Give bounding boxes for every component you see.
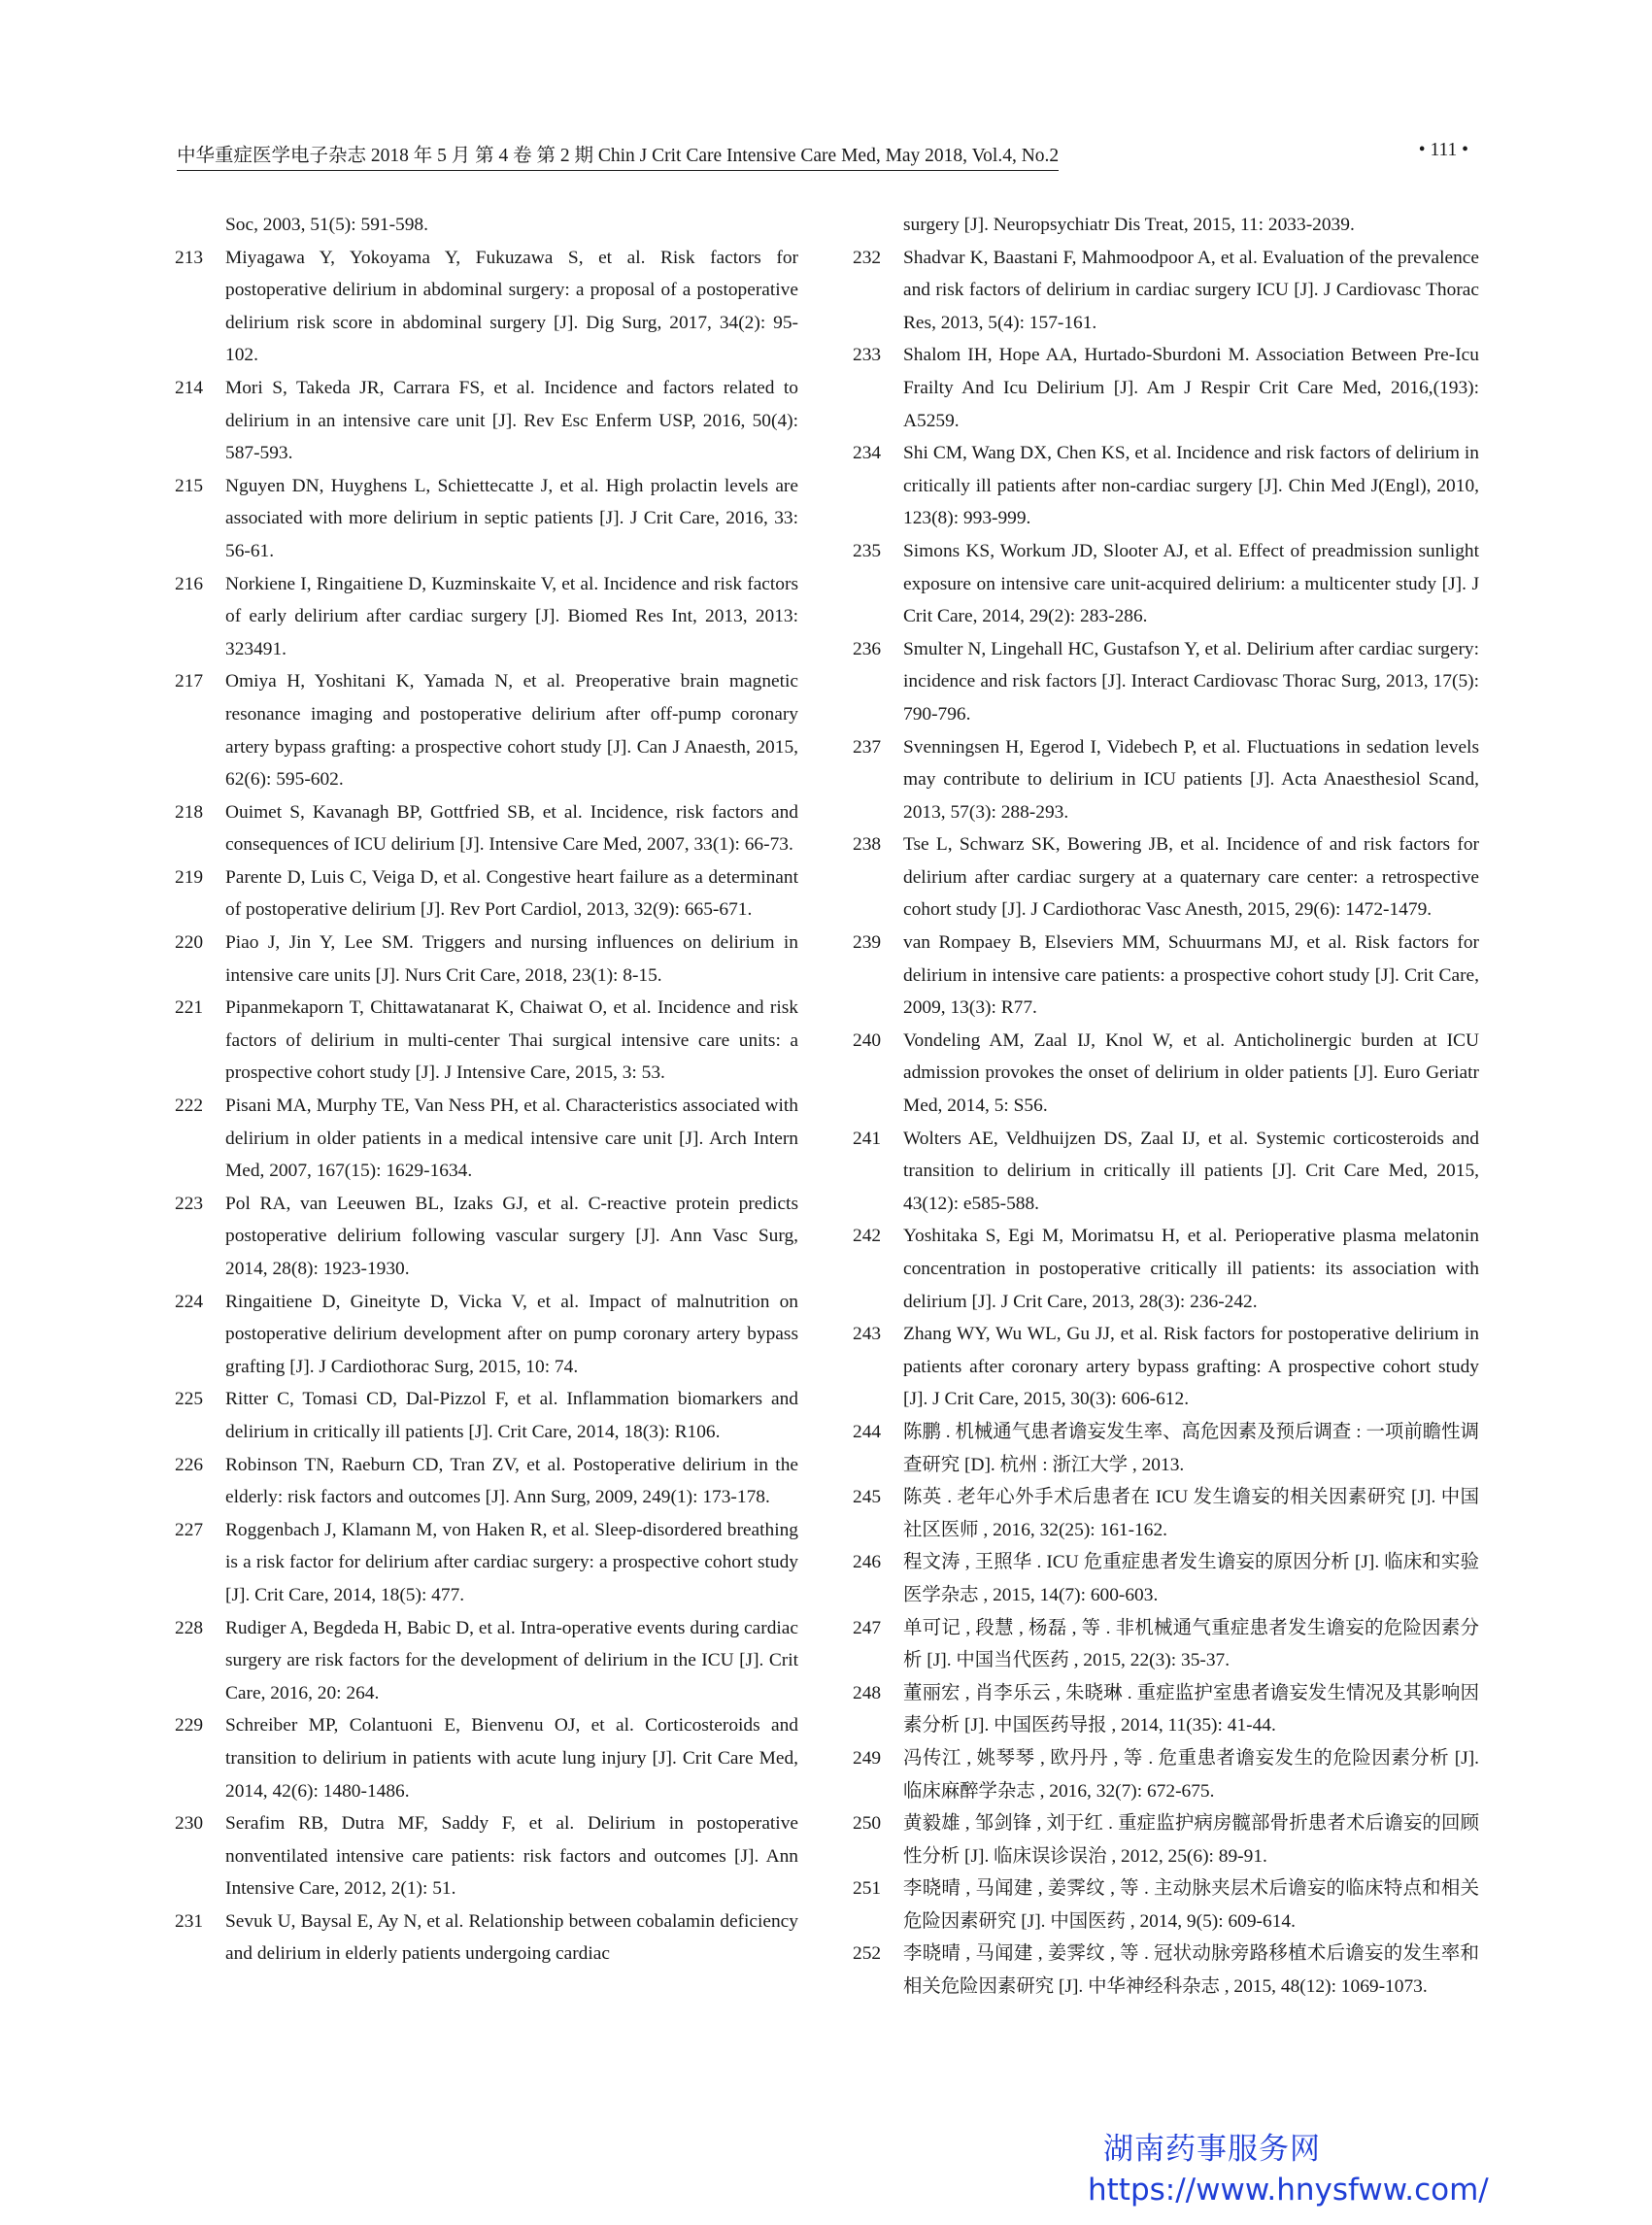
reference-number: 237: [853, 736, 882, 758]
reference-item: [853, 1318, 1479, 1416]
reference-item: [853, 1123, 1479, 1221]
reference-number: 224: [175, 1291, 204, 1312]
reference-number: 213: [175, 247, 204, 268]
reference-item: [175, 1612, 798, 1710]
reference-text: Miyagawa Y, Yokoyama Y, Fukuzawa S, et al. Risk factors for postoperative delirium in abdominal surgery: a proposal of a postoperative delirium risk score in abdominal surgery [J]. Dig Surg, 2017, 34(2): 95-102.: [225, 247, 798, 366]
reference-number: 247: [853, 1617, 882, 1638]
reference-item: [853, 828, 1479, 927]
reference-text: Tse L, Schwarz SK, Bowering JB, et al. Incidence of and risk factors for delirium after cardiac surgery at a quaternary care center: a retrospective cohort study [J]. J Cardiothorac Vasc Anesth, 2015, 29(6): 1472-1479.: [903, 834, 1479, 921]
reference-number: 246: [853, 1552, 882, 1573]
reference-number: 238: [853, 834, 882, 856]
reference-item: [853, 1546, 1479, 1611]
reference-text: 程文涛 , 王照华 . ICU 危重症患者发生谵妄的原因分析 [J]. 临床和实验医学杂志 , 2015, 14(7): 600-603.: [903, 1552, 1479, 1605]
reference-item: [175, 1905, 798, 1971]
reference-number: 250: [853, 1813, 882, 1835]
watermark-title: 湖南药事服务网: [1103, 2132, 1321, 2167]
reference-text: 陈英 . 老年心外手术后患者在 ICU 发生谵妄的相关因素研究 [J]. 中国社区医师 , 2016, 32(25): 161-162.: [903, 1487, 1479, 1540]
references-right-column: [853, 209, 1479, 2004]
reference-number: 228: [175, 1617, 204, 1638]
reference-item: [175, 372, 798, 470]
reference-text: Zhang WY, Wu WL, Gu JJ, et al. Risk factors for postoperative delirium in patients after coronary artery bypass grafting: A prospective cohort study [J]. J Crit Care, 2015, 30(3): 606-612.: [903, 1324, 1479, 1410]
reference-item: [175, 242, 798, 372]
page-number: • 111 •: [1418, 140, 1468, 160]
reference-number: 217: [175, 671, 204, 692]
reference-item: [853, 1938, 1479, 2003]
reference-number: 245: [853, 1487, 882, 1508]
reference-number: 221: [175, 997, 204, 1019]
reference-number: 235: [853, 540, 882, 561]
reference-item: [175, 992, 798, 1090]
reference-item: [175, 568, 798, 666]
reference-text: 李晓晴 , 马闻建 , 姜霁纹 , 等 . 主动脉夹层术后谵妄的临床特点和相关危险因素研究 [J]. 中国医药 , 2014, 9(5): 609-614.: [903, 1878, 1479, 1932]
reference-text: Rudiger A, Begdeda H, Babic D, et al. Intra-operative events during cardiac surgery are risk factors for the development of delirium in the ICU [J]. Crit Care, 2016, 20: 264.: [225, 1617, 798, 1703]
reference-item: [175, 927, 798, 992]
reference-item: [175, 861, 798, 927]
reference-number: 233: [853, 345, 882, 366]
reference-item: [853, 339, 1479, 437]
reference-item: [175, 796, 798, 861]
reference-number: 219: [175, 866, 204, 888]
reference-text: Svenningsen H, Egerod I, Videbech P, et al. Fluctuations in sedation levels may contribute to delirium in ICU patients [J]. Acta Anaesthesiol Scand, 2013, 57(3): 288-293.: [903, 736, 1479, 823]
reference-text: Smulter N, Lingehall HC, Gustafson Y, et al. Delirium after cardiac surgery: incidence and risk factors [J]. Interact Cardiovasc Thorac Surg, 2013, 17(5): 790-796.: [903, 638, 1479, 725]
reference-number: 218: [175, 801, 204, 823]
reference-item: [853, 1742, 1479, 1807]
reference-number: 229: [175, 1715, 204, 1736]
reference-number: 248: [853, 1682, 882, 1703]
reference-item: [853, 731, 1479, 829]
reference-text: Vondeling AM, Zaal IJ, Knol W, et al. Anticholinergic burden at ICU admission provokes the onset of delirium in older patients [J]. Euro Geriatr Med, 2014, 5: S56.: [903, 1029, 1479, 1117]
reference-item: [175, 1709, 798, 1807]
reference-item: [853, 1416, 1479, 1481]
reference-number: 252: [853, 1943, 882, 1965]
journal-citation: 中华重症医学电子杂志 2018 年 5 月 第 4 卷 第 2 期 Chin J Crit Care Intensive Care Med, May 2018, Vol.4, No.2: [177, 140, 1059, 171]
reference-item: [853, 1807, 1479, 1872]
reference-number: 222: [175, 1096, 204, 1117]
watermark: [1088, 2129, 1515, 2210]
reference-number: 227: [175, 1519, 204, 1540]
reference-text: Piao J, Jin Y, Lee SM. Triggers and nursing influences on delirium in intensive care units [J]. Nurs Crit Care, 2018, 23(1): 8-15.: [225, 932, 798, 986]
reference-item: [175, 1807, 798, 1905]
reference-text: Robinson TN, Raeburn CD, Tran ZV, et al. Postoperative delirium in the elderly: risk factors and outcomes [J]. Ann Surg, 2009, 249(1): 173-178.: [225, 1454, 798, 1508]
reference-item: [175, 1514, 798, 1612]
reference-text: Ringaitiene D, Gineityte D, Vicka V, et al. Impact of malnutrition on postoperative delirium development after on pump coronary artery bypass grafting [J]. J Cardiothorac Surg, 2015, 10: 74.: [225, 1291, 798, 1377]
reference-text: Serafim RB, Dutra MF, Saddy F, et al. Delirium in postoperative nonventilated intensive care patients: risk factors and outcomes [J]. Ann Intensive Care, 2012, 2(1): 51.: [225, 1813, 798, 1900]
reference-text: Yoshitaka S, Egi M, Morimatsu H, et al. Perioperative plasma melatonin concentration in postoperative critically ill patients: its association with delirium [J]. J Crit Care, 2013, 28(3): 236-242.: [903, 1226, 1479, 1312]
reference-text: van Rompaey B, Elseviers MM, Schuurmans MJ, et al. Risk factors for delirium in intensive care patients: a prospective cohort study [J]. Crit Care, 2009, 13(3): R77.: [903, 932, 1479, 1019]
reference-item: [175, 1188, 798, 1286]
reference-number: 239: [853, 932, 882, 954]
reference-text: 单可记 , 段慧 , 杨磊 , 等 . 非机械通气重症患者发生谵妄的危险因素分析 [J]. 中国当代医药 , 2015, 22(3): 35-37.: [903, 1617, 1479, 1671]
reference-number: 225: [175, 1389, 204, 1410]
reference-text: Schreiber MP, Colantuoni E, Bienvenu OJ, et al. Corticosteroids and transition to delirium in patients with acute lung injury [J]. Crit Care Med, 2014, 42(6): 1480-1486.: [225, 1715, 798, 1802]
reference-item: [175, 1383, 798, 1448]
reference-item: [853, 1612, 1479, 1677]
reference-item: [853, 535, 1479, 633]
reference-number: 232: [853, 247, 882, 268]
reference-text: surgery [J]. Neuropsychiatr Dis Treat, 2015, 11: 2033-2039.: [903, 215, 1355, 235]
reference-item: [853, 633, 1479, 731]
reference-number: 243: [853, 1324, 882, 1345]
reference-text: Ouimet S, Kavanagh BP, Gottfried SB, et al. Incidence, risk factors and consequences of ICU delirium [J]. Intensive Care Med, 2007, 33(1): 66-73.: [225, 801, 798, 856]
reference-text: Sevuk U, Baysal E, Ay N, et al. Relationship between cobalamin deficiency and delirium in elderly patients undergoing cardiac: [225, 1910, 798, 1965]
reference-number: 220: [175, 932, 204, 954]
reference-text: Roggenbach J, Klamann M, von Haken R, et al. Sleep-disordered breathing is a risk factor for delirium after cardiac surgery: a prospective cohort study [J]. Crit Care, 2014, 18(5): 477.: [225, 1519, 798, 1605]
references-left-column: [175, 209, 798, 1971]
reference-item: [175, 1449, 798, 1514]
reference-item: [853, 209, 1479, 242]
reference-text: Nguyen DN, Huyghens L, Schiettecatte J, et al. High prolactin levels are associated with more delirium in septic patients [J]. J Crit Care, 2016, 33: 56-61.: [225, 475, 798, 561]
reference-item: [175, 209, 798, 242]
reference-text: 陈鹏 . 机械通气患者谵妄发生率、高危因素及预后调查 : 一项前瞻性调查研究 [D]. 杭州 : 浙江大学 , 2013.: [903, 1421, 1479, 1475]
reference-text: Pipanmekaporn T, Chittawatanarat K, Chaiwat O, et al. Incidence and risk factors of delirium in multi-center Thai surgical intensive care units: a prospective cohort study [J]. J Intensive Care, 2015, 3: 53.: [225, 997, 798, 1084]
reference-text: 李晓晴 , 马闻建 , 姜霁纹 , 等 . 冠状动脉旁路移植术后谵妄的发生率和相关危险因素研究 [J]. 中华神经科杂志 , 2015, 48(12): 1069-1073.: [903, 1943, 1479, 1998]
reference-text: Parente D, Luis C, Veiga D, et al. Congestive heart failure as a determinant of postoperative delirium [J]. Rev Port Cardiol, 2013, 32(9): 665-671.: [225, 866, 798, 921]
reference-item: [853, 1872, 1479, 1938]
reference-text: 黄毅雄 , 邹剑锋 , 刘于红 . 重症监护病房髋部骨折患者术后谵妄的回顾性分析 [J]. 临床误诊误治 , 2012, 25(6): 89-91.: [903, 1813, 1479, 1867]
reference-number: 226: [175, 1454, 204, 1475]
reference-item: [175, 1286, 798, 1384]
reference-number: 234: [853, 443, 882, 464]
reference-item: [853, 437, 1479, 535]
reference-number: 215: [175, 475, 204, 496]
reference-item: [853, 1481, 1479, 1546]
reference-number: 216: [175, 573, 204, 594]
reference-text: Ritter C, Tomasi CD, Dal-Pizzol F, et al. Inflammation biomarkers and delirium in critically ill patients [J]. Crit Care, 2014, 18(3): R106.: [225, 1389, 798, 1442]
reference-item: [853, 242, 1479, 340]
reference-text: Shadvar K, Baastani F, Mahmoodpoor A, et al. Evaluation of the prevalence and risk factors of delirium in cardiac surgery ICU [J]. J Cardiovasc Thorac Res, 2013, 5(4): 157-161.: [903, 247, 1479, 333]
reference-item: [175, 1090, 798, 1188]
reference-number: 240: [853, 1029, 882, 1051]
reference-text: 冯传江 , 姚琴琴 , 欧丹丹 , 等 . 危重患者谵妄发生的危险因素分析 [J]. 临床麻醉学杂志 , 2016, 32(7): 672-675.: [903, 1747, 1479, 1802]
reference-text: Shalom IH, Hope AA, Hurtado-Sburdoni M. Association Between Pre-Icu Frailty And Icu Delirium [J]. Am J Respir Crit Care Med, 2016,(193): A5259.: [903, 345, 1479, 431]
reference-number: 223: [175, 1193, 204, 1214]
watermark-url: https://www.hnysfww.com/: [1088, 2173, 1489, 2208]
reference-number: 230: [175, 1813, 204, 1835]
reference-number: 249: [853, 1747, 882, 1769]
reference-number: 236: [853, 638, 882, 659]
reference-number: 251: [853, 1878, 882, 1900]
reference-number: 244: [853, 1421, 882, 1442]
reference-item: [853, 1025, 1479, 1123]
reference-item: [853, 1220, 1479, 1318]
running-header: [177, 136, 1468, 167]
reference-text: Pisani MA, Murphy TE, Van Ness PH, et al. Characteristics associated with delirium in older patients in a medical intensive care unit [J]. Arch Intern Med, 2007, 167(15): 1629-1634.: [225, 1096, 798, 1182]
reference-text: Shi CM, Wang DX, Chen KS, et al. Incidence and risk factors of delirium in critically ill patients after non-cardiac surgery [J]. Chin Med J(Engl), 2010, 123(8): 993-999.: [903, 443, 1479, 529]
reference-text: Omiya H, Yoshitani K, Yamada N, et al. Preoperative brain magnetic resonance imaging and postoperative delirium after off-pump coronary artery bypass grafting: a prospective cohort study [J]. Can J Anaesth, 2015, 62(6): 595-602.: [225, 671, 798, 791]
reference-item: [853, 927, 1479, 1025]
reference-number: 214: [175, 377, 204, 398]
reference-item: [853, 1677, 1479, 1742]
reference-text: Wolters AE, Veldhuijzen DS, Zaal IJ, et al. Systemic corticosteroids and transition to delirium in critically ill patients [J]. Crit Care Med, 2015, 43(12): e585-588.: [903, 1128, 1479, 1214]
reference-number: 231: [175, 1910, 204, 1932]
reference-text: Simons KS, Workum JD, Slooter AJ, et al. Effect of preadmission sunlight exposure on intensive care unit-acquired delirium: a multicenter study [J]. J Crit Care, 2014, 29(2): 283-286.: [903, 540, 1479, 627]
reference-number: 241: [853, 1128, 882, 1149]
reference-text: Norkiene I, Ringaitiene D, Kuzminskaite V, et al. Incidence and risk factors of early delirium after cardiac surgery [J]. Biomed Res Int, 2013, 2013: 323491.: [225, 573, 798, 659]
reference-item: [175, 665, 798, 795]
reference-item: [175, 470, 798, 568]
reference-number: 242: [853, 1226, 882, 1247]
reference-text: Pol RA, van Leeuwen BL, Izaks GJ, et al. C-reactive protein predicts postoperative delirium following vascular surgery [J]. Ann Vasc Surg, 2014, 28(8): 1923-1930.: [225, 1193, 798, 1279]
reference-text: 董丽宏 , 肖李乐云 , 朱晓琳 . 重症监护室患者谵妄发生情况及其影响因素分析 [J]. 中国医药导报 , 2014, 11(35): 41-44.: [903, 1682, 1479, 1736]
reference-text: Mori S, Takeda JR, Carrara FS, et al. Incidence and factors related to delirium in an intensive care unit [J]. Rev Esc Enferm USP, 2016, 50(4): 587-593.: [225, 377, 798, 464]
reference-text: Soc, 2003, 51(5): 591-598.: [225, 215, 428, 235]
